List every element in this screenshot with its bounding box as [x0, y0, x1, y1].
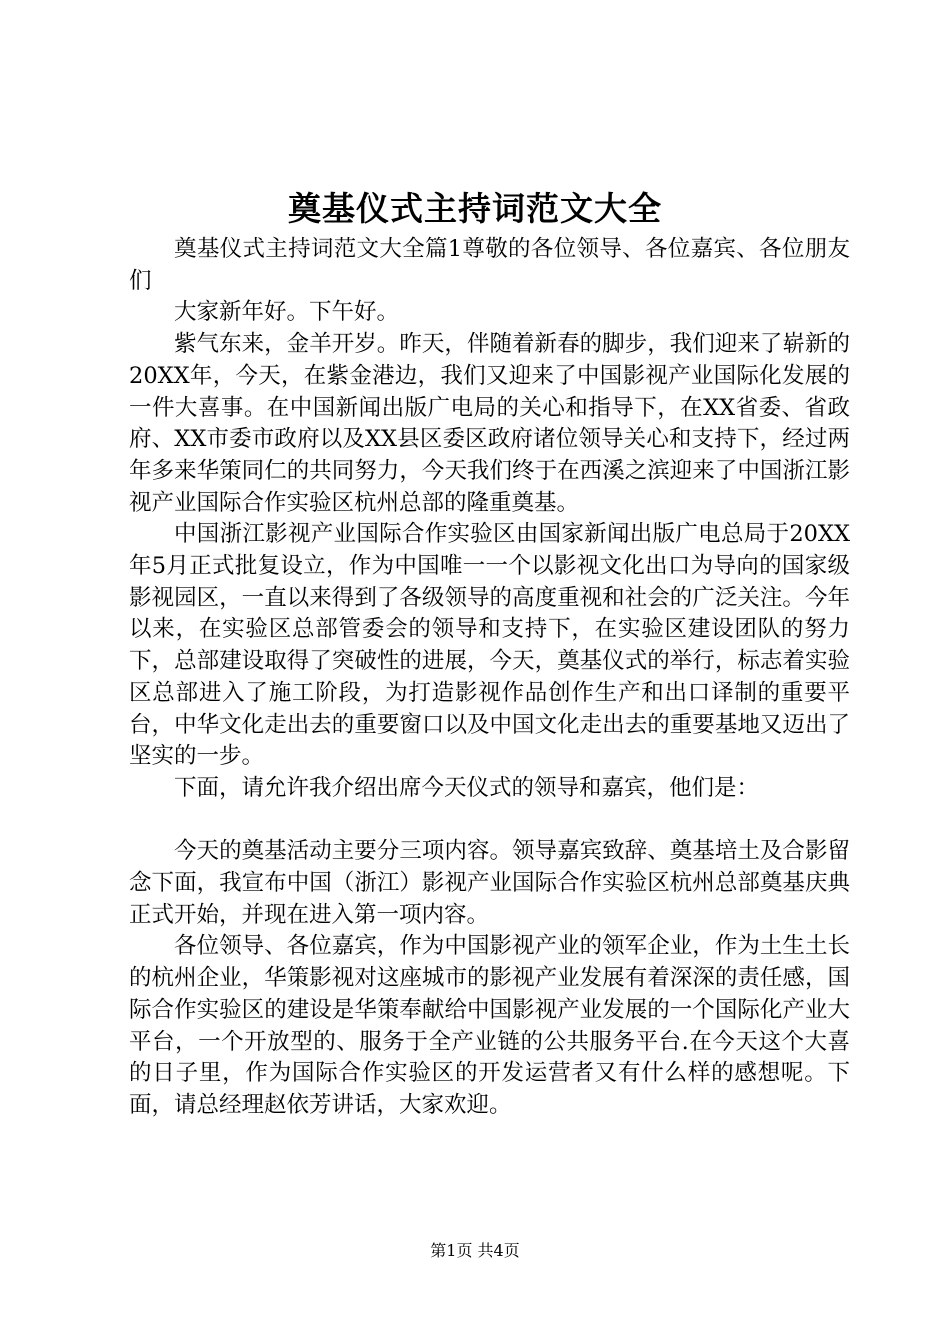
document-body	[129, 234, 850, 1122]
paragraph-agenda: 今天的奠基活动主要分三项内容。领导嘉宾致辞、奠基培土及合影留念下面，我宣布中国（浙江）影视产业国际合作实验区杭州总部奠基庆典正式开始，并现在进入第一项内容。	[129, 838, 850, 928]
paragraph-greeting: 大家新年好。下午好。	[174, 299, 400, 326]
paragraph-new-year: 紫气东来，金羊开岁。昨天，伴随着新春的脚步，我们迎来了崭新的20XX年，今天，在紫金港边，我们又迎来了中国影视产业国际化发展的一件大喜事。在中国新闻出版广电局的关心和指导下，在XX省委、省政府、XX市委市政府以及XX县区委区政府诸位领导关心和支持下，经过两年多来华策同仁的共同努力，今天我们终于在西溪之滨迎来了中国浙江影视产业国际合作实验区杭州总部的隆重奠基。	[129, 331, 850, 516]
document-title: 奠基仪式主持词范文大全	[288, 189, 662, 228]
paragraph-company-remarks: 各位领导、各位嘉宾，作为中国影视产业的领军企业，作为土生土长的杭州企业，华策影视对这座城市的影视产业发展有着深深的责任感，国际合作实验区的建设是华策奉献给中国影视产业发展的一个国际化产业大平台，一个开放型的、服务于全产业链的公共服务平台.在今天这个大喜的日子里，作为国际合作实验区的开发运营者又有什么样的感想呢。下面，请总经理赵依芳讲话，大家欢迎。	[129, 933, 850, 1118]
paragraph-zone-introduction: 中国浙江影视产业国际合作实验区由国家新闻出版广电总局于20XX年5月正式批复设立，作为中国唯一一个以影视文化出口为导向的国家级影视园区，一直以来得到了各级领导的高度重视和社会的广泛关注。今年以来，在实验区总部管委会的领导和支持下，在实验区建设团队的努力下，总部建设取得了突破性的进展，今天，奠基仪式的举行，标志着实验区总部进入了施工阶段，为打造影视作品创作生产和出口译制的重要平台，中华文化走出去的重要窗口以及中国文化走出去的重要基地又迈出了坚实的一步。	[129, 521, 850, 770]
paragraph-opening-address: 奠基仪式主持词范文大全篇1尊敬的各位领导、各位嘉宾、各位朋友们	[129, 236, 850, 294]
page-number-footer: 第1页 共4页	[430, 1241, 520, 1260]
paragraph-guest-introduction: 下面，请允许我介绍出席今天仪式的领导和嘉宾，他们是：	[174, 774, 760, 801]
paragraph-blank-line	[129, 805, 850, 837]
